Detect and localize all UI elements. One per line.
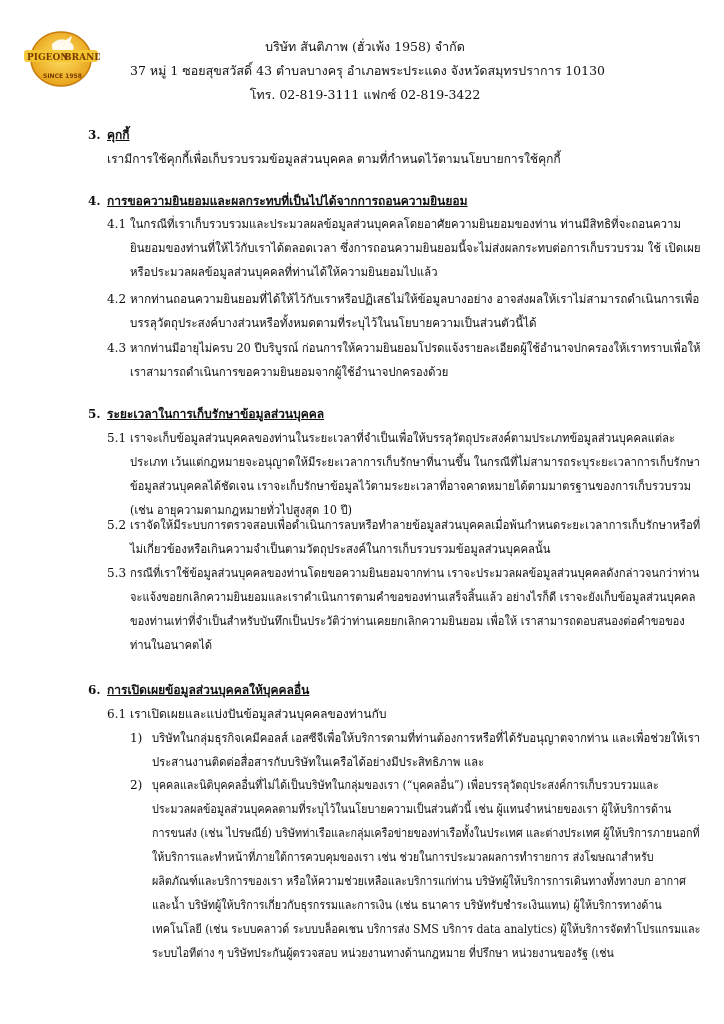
text-line: ประสานงานติดต่อสื่อสารกับบริษัทในเครือได้อย่างมีประสิทธิภาพ และ bbox=[152, 755, 485, 769]
text-line: ของท่านเท่าที่จำเป็นสำหรับบันทึกเป็นประวัติว่าท่านเคยยกเลิกความยินยอม เพื่อให้ เราสามารถตอบสนองต่อคำขอของ bbox=[130, 614, 685, 628]
text-line: ยินยอมของท่านที่ให้ไว้กับเราได้ตลอดเวลา ซึ่งการถอนความยินยอมนี้จะไม่ส่งผลกระทบต่อการเก็บรวบรวม ใช้ เปิดเผย bbox=[130, 241, 701, 255]
text-line: ให้บริการและทำหน้าที่ภายใต้การควบคุมของเรา เช่น ช่วยในการประมวลผลการทำรายการ ส่งโฆษณาสำหรับ bbox=[152, 850, 654, 864]
text-line: หรือประมวลผลข้อมูลส่วนบุคคลที่ท่านได้ให้ความยินยอมไปแล้ว bbox=[130, 265, 438, 279]
company-address: 37 หมู่ 1 ซอยสุขสวัสดิ์ 43 ตำบลบางครุ อำเภอพระประแดง จังหวัดสมุทรปราการ 10130 bbox=[130, 63, 605, 78]
company-contact: โทร. 02-819-3111 แฟกซ์ 02-819-3422 bbox=[249, 87, 481, 102]
subitem-1-number: 1) bbox=[130, 731, 143, 745]
item-6-1-number: 6.1 bbox=[107, 707, 127, 721]
text-line: บุคคลและนิติบุคคลอื่นที่ไม่ได้เป็นบริษัทในกลุ่มของเรา (“บุคคลอื่น”) เพื่อบรรลุวัตถุประสงค์การเก็บรวบรวมและ bbox=[152, 778, 659, 792]
section-5-number: 5. bbox=[88, 407, 101, 421]
item-5-1-text bbox=[130, 431, 724, 517]
section-3-number: 3. bbox=[88, 128, 101, 142]
text-line: หากท่านมีอายุไม่ครบ 20 ปีบริบูรณ์ ก่อนการให้ความยินยอมโปรดแจ้งรายละเอียดผู้ใช้อำนาจปกครองให้เราทราบเพื่อให้ bbox=[130, 341, 701, 355]
text-line: ข้อมูลส่วนบุคคลได้ชัดเจน เราจะเก็บรักษาข้อมูลไว้ตามระยะเวลาที่อาจคาดหมายได้ตามมาตรฐานของการเก็บรวบรวม bbox=[130, 479, 691, 493]
text-line: จะแจ้งขอยกเลิกความยินยอมและเราดำเนินการตามคำขอของท่านเสร็จสิ้นแล้ว อย่างไรก็ดี เราจะยังเก็บข้อมูลส่วนบุคคล bbox=[130, 590, 696, 604]
text-line: บริษัทในกลุ่มธุรกิจเคมีคอลส์ เอสซีจีเพื่อให้บริการตามที่ท่านต้องการหรือที่ได้รับอนุญาตจากท่าน และเพื่อช่วยให้เรา bbox=[152, 731, 701, 745]
svg-text:BRAND: BRAND bbox=[64, 53, 100, 63]
item-5-2-text bbox=[130, 518, 724, 556]
item-5-3-text bbox=[130, 566, 724, 652]
section-3-title: คุกกี้ bbox=[107, 128, 130, 142]
subitem-1-text bbox=[152, 731, 724, 769]
item-4-1-text bbox=[130, 217, 724, 279]
text-line: ในกรณีที่เราเก็บรวบรวมและประมวลผลข้อมูลส่วนบุคคลโดยอาศัยความยินยอมของท่าน ท่านมีสิทธิที่จะถอนความ bbox=[130, 217, 681, 231]
text-line: เราเปิดเผยและแบ่งปันข้อมูลส่วนบุคคลของท่านกับ bbox=[130, 707, 387, 721]
item-6-1-text bbox=[130, 707, 387, 721]
item-4-1-number: 4.1 bbox=[107, 217, 127, 231]
company-name: บริษัท สันติภาพ (ฮั่วเพ้ง 1958) จำกัด bbox=[265, 39, 465, 54]
text-line: ไม่เกี่ยวข้องหรือเกินความจำเป็นตามวัตถุประสงค์ในการเก็บรวบรวมข้อมูลส่วนบุคคลนั้น bbox=[130, 542, 551, 556]
text-line: ระบบไอทีต่าง ๆ บริษัทประกันผู้ตรวจสอบ หน่วยงานทางด้านกฎหมาย ที่ปรึกษา หน่วยงานของรัฐ (เช่น bbox=[152, 946, 614, 960]
text-line: (เช่น อายุความตามกฎหมายทั่วไปสูงสุด 10 ปี) bbox=[130, 503, 353, 517]
text-line: ประเภท เว้นแต่กฎหมายจะอนุญาตให้มีระยะเวลาการเก็บรักษาที่นานขึ้น ในกรณีที่ไม่สามารถระบุระยะเวลาการเก็บรักษา bbox=[130, 455, 700, 469]
text-line: บรรลุวัตถุประสงค์บางส่วนหรือทั้งหมดตามที่ระบุไว้ในนโยบายความเป็นส่วนตัวนี้ได้ bbox=[130, 316, 537, 330]
item-4-2-number: 4.2 bbox=[107, 292, 127, 306]
item-5-1-number: 5.1 bbox=[107, 431, 127, 445]
text-line: ผลิตภัณฑ์และบริการของเรา หรือให้ความช่วยเหลือและบริการแก่ท่าน บริษัทผู้ให้บริการการเดินทางทั้งทางบก อากาศ bbox=[152, 874, 687, 888]
item-4-2-text bbox=[130, 292, 721, 330]
text-line: เทคโนโลยี (เช่น ระบบคลาวด์ ระบบบล็อคเชน บริการส่ง SMS บริการ data analytics) ผู้ให้บริการจัดทำโปรแกรมและ bbox=[152, 922, 701, 936]
text-line: เราจะเก็บข้อมูลส่วนบุคคลของท่านในระยะเวลาที่จำเป็นเพื่อให้บรรลุวัตถุประสงค์ตามประเภทข้อมูลส่วนบุคคลแต่ละ bbox=[130, 431, 675, 445]
item-5-3-number: 5.3 bbox=[107, 566, 127, 580]
text-line: เราสามารถดำเนินการขอความยินยอมจากผู้ใช้อำนาจปกครองด้วย bbox=[130, 365, 449, 379]
item-4-3-text bbox=[130, 341, 724, 379]
text-line: เรามีการใช้คุกกี้เพื่อเก็บรวบรวมข้อมูลส่วนบุคคล ตามที่กำหนดไว้ตามนโยบายการใช้คุกกี้ bbox=[107, 152, 561, 166]
section-4-title: การขอความยินยอมและผลกระทบที่เป็นไปได้จากการถอนความยินยอม bbox=[107, 194, 468, 208]
item-4-3-number: 4.3 bbox=[107, 341, 127, 355]
text-line: ประมวลผลข้อมูลส่วนบุคคลตามที่ระบุไว้ในนโยบายความเป็นส่วนตัวนี้ เช่น ผู้แทนจำหน่ายของเรา ผู้ให้บริการด้าน bbox=[152, 802, 672, 816]
text-line: กรณีที่เราใช้ข้อมูลส่วนบุคคลของท่านโดยขอความยินยอมจากท่าน เราจะประมวลผลข้อมูลส่วนบุคคลดังกล่าวจนกว่าท่าน bbox=[130, 566, 700, 580]
subitem-2-text bbox=[152, 778, 724, 960]
text-line: การขนส่ง (เช่น ไปรษณีย์) บริษัทท่าเรือและกลุ่มเครือข่ายของท่าเรือทั้งในประเทศ และต่างประเทศ ผู้ให้บริการภายนอกที่ bbox=[152, 826, 700, 840]
section-6-title: การเปิดเผยข้อมูลส่วนบุคคลให้บุคคลอื่น bbox=[107, 683, 310, 697]
section-6-number: 6. bbox=[88, 683, 101, 697]
pigeon-brand-logo bbox=[22, 26, 100, 90]
text-line: ท่านในอนาคตได้ bbox=[130, 638, 213, 652]
item-5-2-number: 5.2 bbox=[107, 518, 127, 532]
svg-text:SINCE 1958: SINCE 1958 bbox=[43, 73, 82, 80]
text-line: และน้ำ บริษัทผู้ให้บริการเกี่ยวกับธุรกรรมและการเงิน (เช่น ธนาคาร บริษัทรับชำระเงินแทน) ผู้ให้บริการทางด้าน bbox=[152, 898, 662, 912]
svg-text:PIGEON: PIGEON bbox=[27, 53, 69, 63]
section-4-number: 4. bbox=[88, 194, 101, 208]
text-line: เราจัดให้มีระบบการตรวจสอบเพื่อดำเนินการลบหรือทำลายข้อมูลส่วนบุคคลเมื่อพ้นกำหนดระยะเวลาการเก็บรักษาหรือที่ bbox=[130, 518, 701, 532]
text-line: หากท่านถอนความยินยอมที่ได้ให้ไว้กับเราหรือปฏิเสธไม่ให้ข้อมูลบางอย่าง อาจส่งผลให้เราไม่สามารถดำเนินการเพื่อ bbox=[130, 292, 700, 306]
subitem-2-number: 2) bbox=[130, 778, 143, 792]
section-3-body bbox=[107, 152, 561, 166]
section-5-title: ระยะเวลาในการเก็บรักษาข้อมูลส่วนบุคคล bbox=[107, 407, 325, 421]
